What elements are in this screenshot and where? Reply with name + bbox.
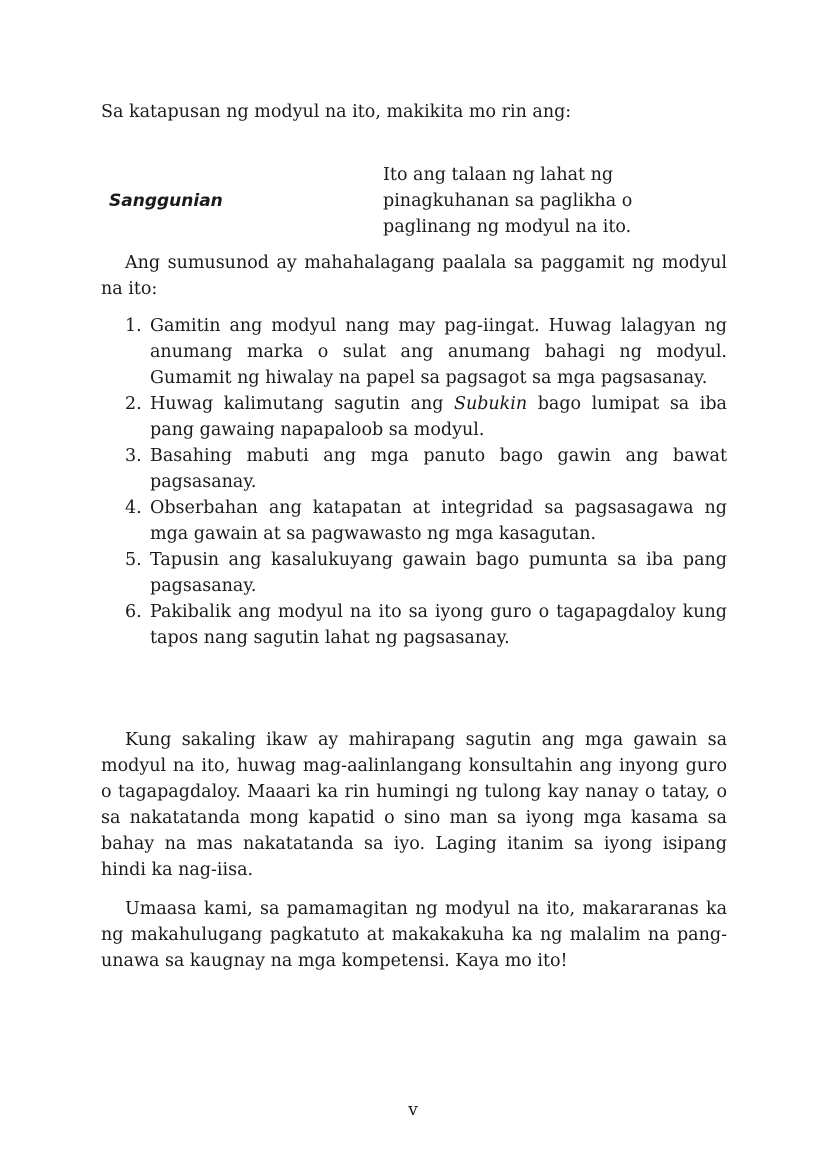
list-text: Gamitin ang modyul nang may pag-iingat. Huwag lalagyan ng anumang marka o sulat ang anumang bahagi ng modyul. Gumamit ng hiwalay na papel sa pagsagot sa mga pagsasanay. [150,316,727,388]
list-item [125,313,727,391]
reminders-intro: Ang sumusunod ay mahahalagang paalala sa paggamit ng modyul na ito: [101,253,727,299]
list-number: 1. [125,316,142,336]
list-item [125,443,727,495]
list-item [125,391,727,443]
list-emphasis: Subukin [453,394,528,414]
intro-line: Sa katapusan ng modyul na ito, makikita mo rin ang: [101,102,572,122]
reminders-list [125,313,727,651]
list-number: 5. [125,550,142,570]
list-text-after: bago lumipat sa iba pang gawaing napapaloob sa modyul. [150,394,727,440]
list-text: Obserbahan ang katapatan at integridad sa pagsasagawa ng mga gawain at sa pagwawasto ng mga kasagutan. [150,498,727,544]
list-item [125,495,727,547]
page-number: v [408,1100,418,1120]
list-text: Tapusin ang kasalukuyang gawain bago pumunta sa iba pang pagsasanay. [150,550,727,596]
reference-term: Sanggunian [109,191,223,211]
list-text: Pakibalik ang modyul na ito sa iyong guro o tagapagdaloy kung tapos nang sagutin lahat ng pagsasanay. [150,602,727,648]
list-text: Basahing mabuti ang mga panuto bago gawin ang bawat pagsasanay. [150,446,727,492]
list-item [125,547,727,599]
closing-paragraph: Umaasa kami, sa pamamagitan ng modyul na ito, makararanas ka ng makahulugang pagkatuto at makakakuha ka ng malalim na pang-unawa sa kaugnay na mga kompetensi. Kaya mo ito! [101,899,727,971]
list-text-before: Huwag kalimutang sagutin ang [150,394,454,414]
help-paragraph: Kung sakaling ikaw ay mahirapang sagutin ang mga gawain sa modyul na ito, huwag mag-aalinlangang konsultahin ang inyong guro o tagapagdaloy. Maaari ka rin humingi ng tulong kay nanay o tatay, o sa nakatatanda mong kapatid o sino man sa iyong mga kasama sa bahay na mas nakatatanda sa iyo. Laging itanim sa iyong isipang hindi ka nag-iisa. [101,730,727,880]
list-number: 6. [125,602,142,622]
reference-description: Ito ang talaan ng lahat ng pinagkuhanan sa paglikha o paglinang ng modyul na ito. [383,165,633,237]
list-item [125,599,727,651]
list-number: 4. [125,498,142,518]
list-number: 2. [125,394,142,414]
list-number: 3. [125,446,142,466]
